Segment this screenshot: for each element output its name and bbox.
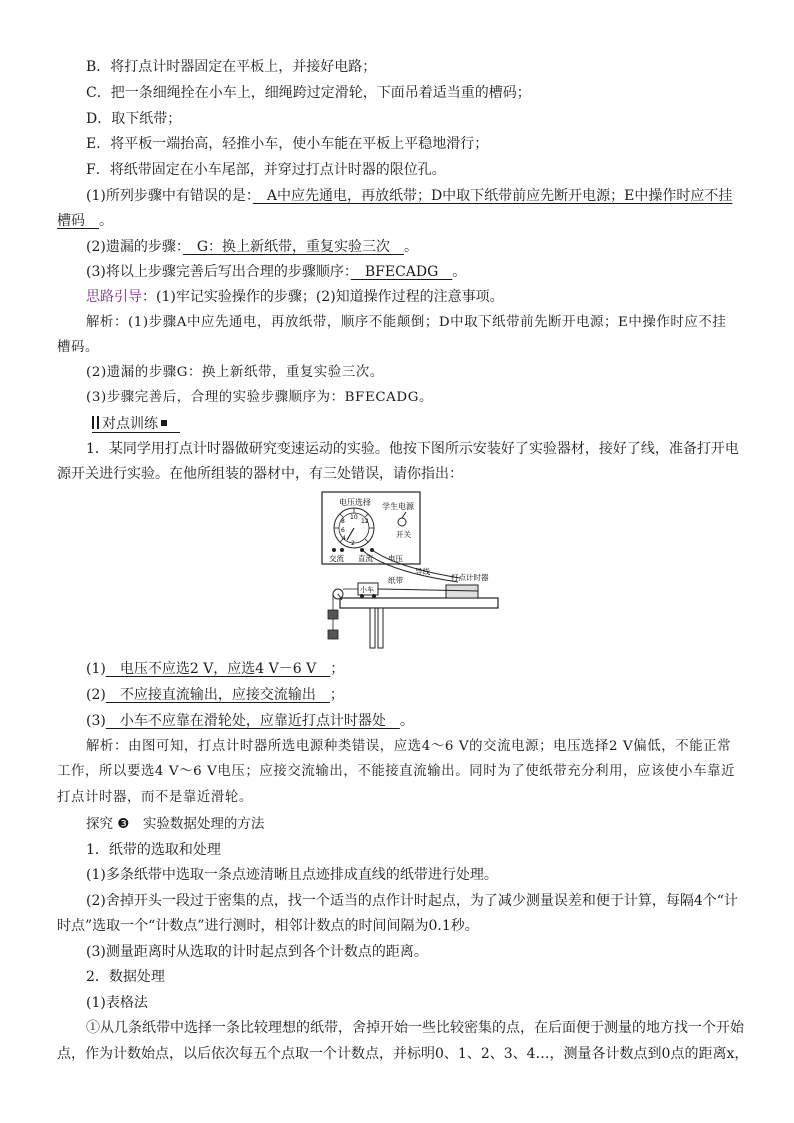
question-2-prefix: (2)遗漏的步骤： (86, 239, 183, 255)
dial-label-6: 6 (341, 527, 345, 534)
hint-label: 思路引导 (86, 289, 142, 305)
training-bar-icon (97, 416, 99, 429)
section-2-p4-line1: ①从几条纸带中选择一条比较理想的纸带，舍掉开始一些比较密集的点，在后面便于测量的地方找一个开始 (86, 1020, 744, 1036)
answer-2-text: 不应接直流输出，应接交流输出 (105, 687, 330, 703)
label-voltage-select: 电压选择 (339, 498, 371, 507)
weight-1 (328, 610, 338, 619)
section-1-p2-line1: (2)舍掉开头一段过于密集的点，找一个适当的点作计时起点，为了减少测量误差和便于计算，每隔4个“计 (86, 893, 738, 909)
step-d: D．取下纸带； (86, 111, 182, 127)
question-1-cont (57, 212, 113, 230)
cart-wheel-right (372, 594, 376, 598)
answer-3-prefix: (3) (86, 713, 106, 729)
question-1-suffix: 。 (99, 213, 113, 229)
training-label: 对点训练 (102, 416, 158, 432)
label-voltage: 电压 (388, 554, 403, 563)
answer-3-text: 小车不应靠在滑轮处，应靠近打点计时器处 (105, 713, 400, 729)
answer-2-suffix: ； (329, 687, 344, 703)
section-2-heading: 2．数据处理 (86, 969, 165, 985)
training-header (92, 415, 167, 433)
label-timer: 打点计时器 (451, 573, 489, 582)
question-1 (86, 187, 732, 205)
answer-1-text: 电压不应选2 V，应选4 V－6 V (105, 661, 331, 677)
label-dc: 直流 (358, 554, 373, 563)
training-underline (92, 432, 180, 433)
step-b: B．将打点计时器固定在平板上，并接好电路； (86, 59, 377, 75)
question-1-answer-line1: A中应先通电，再放纸带；D中取下纸带前应先断开电源；E中操作时应不挂 (252, 188, 733, 204)
label-wire: 导线 (415, 567, 430, 576)
label-switch: 开关 (396, 530, 411, 539)
answer-2-prefix: (2) (86, 687, 106, 703)
label-student-power: 学生电源 (382, 502, 414, 511)
training-square-icon (161, 420, 167, 426)
section-1-p2-line2: 时点”选取一个“计数点”进行测时，相邻计数点的时间间隔为0.1秒。 (57, 918, 479, 934)
hint-text: ：(1)牢记实验操作的步骤；(2)知道操作过程的注意事项。 (142, 289, 504, 305)
label-cart: 小车 (360, 586, 374, 594)
step-e: E．将平板一端抬高，轻推小车，使小车能在平板上平稳地滑行； (86, 136, 489, 152)
answer-1-suffix: ； (330, 661, 345, 677)
question-1-answer-line2: 槽码 (57, 213, 99, 229)
step-f: F．将纸带固定在小车尾部，并穿过打点计时器的限位孔。 (86, 162, 446, 178)
problem-1-line-1: 1．某同学用打点计时器做研究变速运动的实验。他按下图所示安装好了实验器材，接好了线，准备打开电 (86, 441, 739, 457)
section-title: 探究 ❸ 实验数据处理的方法 (86, 816, 265, 832)
question-3-answer: BFECADG (350, 264, 453, 280)
answer-2 (86, 686, 344, 704)
section-2-sub: (1)表格法 (86, 995, 148, 1011)
timer-body (446, 585, 478, 598)
problem-1-line-2: 源开关进行实验。在他所组装的器材中，有三处错误，请你指出： (57, 466, 463, 482)
label-tape: 纸带 (388, 576, 403, 585)
answer-1-prefix: (1) (86, 661, 106, 677)
section-1-p1: (1)多条纸带中选取一条点迹清晰且点迹排成直线的纸带进行处理。 (86, 867, 498, 883)
question-1-prefix: (1)所列步骤中有错误的是： (86, 188, 253, 204)
analysis-2-line-2: 工作，所以要选4 V～6 V电压；应接交流输出，不能接直流输出。同时为了使纸带充分利用，应该使小车靠近 (57, 764, 736, 779)
question-2-answer: G：换上新纸带，重复实验三次 (182, 239, 405, 255)
cart-wheel-left (360, 594, 364, 598)
dial-label-10: 10 (350, 514, 358, 521)
track-board (340, 598, 498, 608)
question-3 (86, 263, 466, 281)
dial-label-2: 2 (351, 540, 355, 547)
label-ac: 交流 (329, 554, 344, 563)
analysis-2-line-3: 打点计时器，而不是靠近滑轮。 (57, 790, 253, 805)
analysis-2-line-1: 解析：由图可知，打点计时器所选电源种类错误，应选4～6 V的交流电源；电压选择2 V偏低，不能正常 (86, 739, 732, 754)
training-bar-icon (92, 416, 94, 429)
dial-label-4: 4 (342, 535, 346, 542)
weight-2 (328, 630, 338, 639)
dial-label-12: 12 (361, 518, 369, 525)
step-c: C．把一条细绳拴在小车上，细绳跨过定滑轮，下面吊着适当重的槽码； (86, 85, 531, 101)
question-3-prefix: (3)将以上步骤完善后写出合理的步骤顺序： (86, 264, 351, 280)
apparatus-figure (318, 490, 500, 652)
section-1-p3: (3)测量距离时从选取的计时起点到各个计数点的距离。 (86, 944, 428, 960)
answer-3 (86, 712, 414, 730)
dial-label-8: 8 (341, 518, 345, 525)
answer-1 (86, 660, 344, 678)
ac-terminal-right (340, 548, 344, 552)
answer-3-suffix: 。 (399, 713, 414, 729)
question-3-suffix: 。 (452, 264, 467, 280)
analysis-line-3: (2)遗漏的步骤G：换上新纸带，重复实验三次。 (86, 365, 384, 380)
analysis-line-2: 槽码。 (57, 340, 99, 355)
question-2 (86, 238, 418, 256)
table-leg-right (378, 608, 383, 648)
analysis-line-4: (3)步骤完善后，合理的实验步骤顺序为：BFECADG。 (86, 390, 434, 405)
hint-line (86, 288, 504, 306)
table-leg-left (370, 608, 375, 648)
section-2-p4-line2: 点，作为计数始点，以后依次每五个点取一个计数点，并标明0、1、2、3、4…，测量各计数点到0点的距离x， (57, 1046, 749, 1062)
analysis-line-1: 解析：(1)步骤A中应先通电，再放纸带，顺序不能颠倒；D中取下纸带前先断开电源；E中操作时应不挂 (86, 315, 727, 330)
question-2-suffix: 。 (404, 239, 419, 255)
section-1-heading: 1．纸带的选取和处理 (86, 842, 221, 858)
ac-terminal-left (332, 548, 336, 552)
